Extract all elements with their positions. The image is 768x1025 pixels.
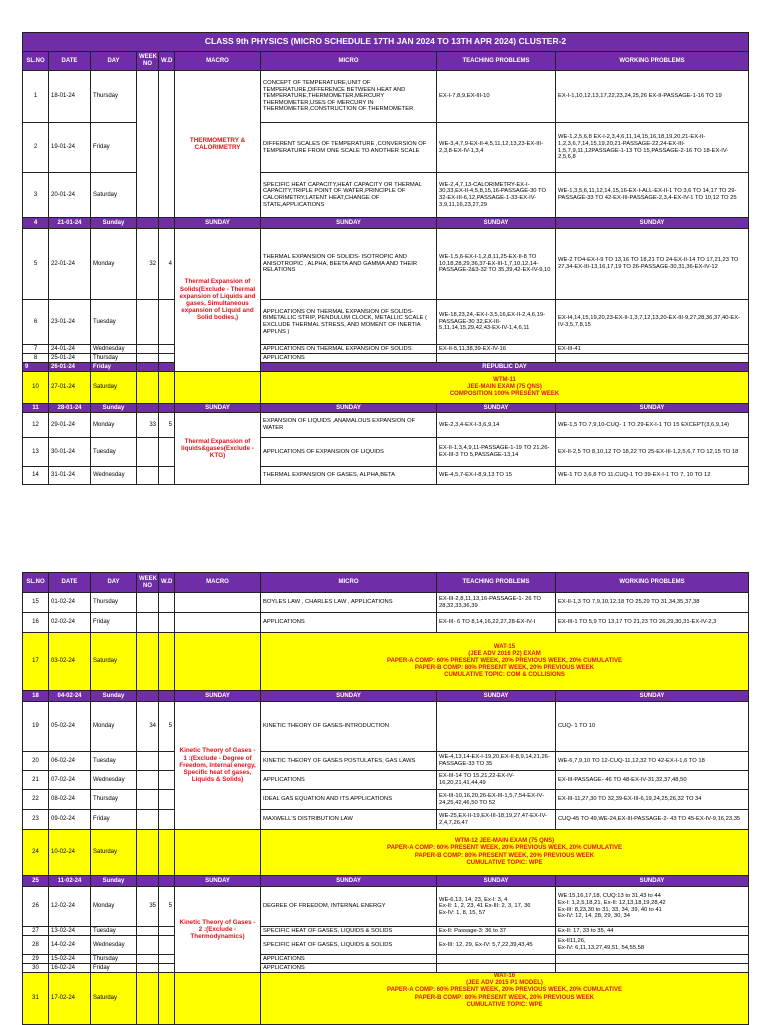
sunday-row bbox=[23, 876, 749, 887]
wd bbox=[159, 71, 175, 218]
exam-cumulative-topic: CUMULATIVE TOPIC: COM & COLLISIONS bbox=[444, 672, 565, 679]
working-problems: Ex-II: 17, 33 to 35, 44 bbox=[556, 927, 749, 936]
day: Monday bbox=[91, 702, 137, 752]
exam-name: WTM-11 bbox=[493, 376, 516, 383]
sunday-row bbox=[23, 404, 749, 413]
working-problems: WE-1,3,5,6,11,12,14,15,16-EX-I-ALL-EX-II-1 TO 3,6 TO 14,17 TO 29-PASSAGE-33 TO 42-EX-III-PASSAGE-2,3,4-EX-IV-1 TO 10,12 TO 25 bbox=[556, 173, 749, 218]
sunday-label: SUNDAY bbox=[261, 218, 437, 229]
working-problems: EX-II-1,3 TO 7,9,10,12,18 TO 25,29 TO 31,34,35,37,38 bbox=[556, 593, 749, 613]
sl-no: 19 bbox=[23, 702, 49, 752]
sunday-label: SUNDAY bbox=[175, 404, 261, 413]
sl-no: 31 bbox=[23, 973, 49, 1025]
sunday-label: SUNDAY bbox=[437, 218, 556, 229]
day: Sunday bbox=[91, 404, 137, 413]
working-problems: EX-III-1 TO 5,9 TO 13,17 TO 21,23 TO 26,29,30,31-EX-IV-2,3 bbox=[556, 613, 749, 633]
micro-topic: APPLICATIONS bbox=[261, 964, 437, 973]
week-no: 35 bbox=[137, 887, 159, 927]
exam-details bbox=[261, 633, 749, 691]
date: 14-02-24 bbox=[49, 936, 91, 955]
working-problems: WE-1,5 TO 7,9,10-CUQ- 1 TO 29-EX-I-1 TO 15 EXCEPT(3,6,9,14) bbox=[556, 413, 749, 438]
table-row bbox=[23, 300, 749, 345]
table-row bbox=[23, 887, 749, 927]
schedule-table-2 bbox=[22, 572, 749, 1025]
micro-topic: APPLICATIONS bbox=[261, 613, 437, 633]
working-problems: EX-I4,14,15,19,20,23-EX-II-1,3,7,12,13,20-EX-III-9,27,28,36,37,40-EX-IV-3,5,7,8,15 bbox=[556, 300, 749, 345]
teaching-problems: EX-III-14 TO 15,21,22-EX-IV-16,20,21,41,44,49 bbox=[437, 771, 556, 790]
table-row bbox=[23, 413, 749, 438]
teaching-problems bbox=[437, 702, 556, 752]
week-no: 33 bbox=[137, 413, 159, 438]
sl-no: 24 bbox=[23, 830, 49, 876]
date: 25-01-24 bbox=[49, 354, 91, 363]
week-no: 32 bbox=[137, 229, 159, 300]
date: 22-01-24 bbox=[49, 229, 91, 300]
sl-no: 1 bbox=[23, 71, 49, 123]
date: 12-02-24 bbox=[49, 887, 91, 927]
date: 21-01-24 bbox=[49, 218, 91, 229]
day: Monday bbox=[91, 229, 137, 300]
sunday-row bbox=[23, 691, 749, 702]
day: Wednesday bbox=[91, 467, 137, 485]
sunday-label: SUNDAY bbox=[556, 691, 749, 702]
exam-composition: PAPER-A COMP: 60% PRESENT WEEK, 20% PREVIOUS WEEK, 20% CUMULATIVE bbox=[387, 845, 622, 852]
table-row bbox=[23, 771, 749, 790]
day: Monday bbox=[91, 413, 137, 438]
date: 18-01-24 bbox=[49, 71, 91, 123]
sl-no: 30 bbox=[23, 964, 49, 973]
table-row bbox=[23, 345, 749, 354]
sl-no: 13 bbox=[23, 438, 49, 467]
teaching-problems: WE-6,13, 14, 23, Ex-I: 3, 4 Ex-II: 1, 2, 23, 41 Ex-III: 2, 3, 17, 36 Ex-IV: 1, 8, 15, 57 bbox=[437, 887, 556, 927]
week-no: 34 bbox=[137, 702, 159, 752]
sl-no: 28 bbox=[23, 936, 49, 955]
sunday-label: SUNDAY bbox=[437, 876, 556, 887]
date: 04-02-24 bbox=[49, 691, 91, 702]
day: Sunday bbox=[91, 691, 137, 702]
table-row bbox=[23, 964, 749, 973]
micro-topic: SPECIFIC HEAT CAPACITY,HEAT CAPACITY OR THERMAL CAPACITY,TRIPLE POINT OF WATER,PRINCIPLE OF CALORIMETRY,LATENT HEAT,CHANGE OF STATE,APPLICATIONS bbox=[261, 173, 437, 218]
sl-no: 5 bbox=[23, 229, 49, 300]
micro-topic: APPLICATIONS bbox=[261, 354, 437, 363]
day: Friday bbox=[91, 964, 137, 973]
day: Thursday bbox=[91, 955, 137, 964]
wd: 5 bbox=[159, 887, 175, 927]
exam-type: JEE-MAIN EXAM (75 QNS) bbox=[467, 383, 542, 390]
exam-name: WAT-16 bbox=[493, 973, 516, 979]
schedule-table-1 bbox=[22, 32, 749, 485]
sl-no: 15 bbox=[23, 593, 49, 613]
header-wd: W.D bbox=[159, 573, 175, 593]
day: Wednesday bbox=[91, 345, 137, 354]
date: 27-01-24 bbox=[49, 372, 91, 404]
header-slno: SL.NO bbox=[23, 573, 49, 593]
week-no bbox=[137, 71, 159, 218]
exam-name: WAT-15 bbox=[493, 643, 516, 650]
sl-no: 11 bbox=[23, 404, 49, 413]
sl-no: 12 bbox=[23, 413, 49, 438]
teaching-problems: WE-4,5,7-EX-I-8,9,13 TO 15 bbox=[437, 467, 556, 485]
date: 11-02-24 bbox=[49, 876, 91, 887]
date: 15-02-24 bbox=[49, 955, 91, 964]
micro-topic: SPECIFIC HEAT OF GASES, LIQUIDS & SOLIDS bbox=[261, 927, 437, 936]
micro-topic: APPLICATIONS bbox=[261, 955, 437, 964]
sl-no: 20 bbox=[23, 752, 49, 771]
sunday-label: SUNDAY bbox=[175, 691, 261, 702]
holiday-row bbox=[23, 363, 749, 372]
sl-no: 2 bbox=[23, 123, 49, 173]
date: 07-02-24 bbox=[49, 771, 91, 790]
day: Friday bbox=[91, 810, 137, 830]
sl-no: 17 bbox=[23, 633, 49, 691]
table-row bbox=[23, 936, 749, 955]
exam-row bbox=[23, 973, 749, 1025]
teaching-problems: WE-1,5,6-EX-I-1,2,8,11,25-EX-II-8 TO 10,18,28,29,36,37-EX-III-1,7,10,12,14-PASSAGE-2&3-32 TO 35,39,42-EX-IV-9,10 bbox=[437, 229, 556, 300]
table-row bbox=[23, 173, 749, 218]
wd: 5 bbox=[159, 413, 175, 438]
micro-topic: THERMAL EXPANSION OF GASES, ALPHA,BETA bbox=[261, 467, 437, 485]
holiday-label: REPUBLIC DAY bbox=[261, 363, 749, 372]
micro-topic: DIFFERENT SCALES OF TEMPERATURE ,CONVERSION OF TEMPERATURE FROM ONE SCALE TO ANOTHER SCALE bbox=[261, 123, 437, 173]
date: 16-02-24 bbox=[49, 964, 91, 973]
day: Monday bbox=[91, 887, 137, 927]
exam-details bbox=[261, 973, 749, 1025]
sl-no: 9 bbox=[23, 363, 49, 372]
teaching-problems: Ex-III: 12, 29, Ex-IV: 5,7,22,39,43,45 bbox=[437, 936, 556, 955]
header-date: DATE bbox=[49, 573, 91, 593]
teaching-problems: EX-I-7,8,9,EX-III-10 bbox=[437, 71, 556, 123]
micro-topic: APPLICATIONS bbox=[261, 771, 437, 790]
sunday-row bbox=[23, 218, 749, 229]
header-slno: SL.NO bbox=[23, 52, 49, 71]
table-row bbox=[23, 702, 749, 752]
macro-topic: Kinetic Theory of Gases - 1 :(Exclude - Degree of Freedom, Internal energy, Specific heat of gases, Liquids & Solids) bbox=[175, 702, 261, 830]
sunday-label: SUNDAY bbox=[261, 404, 437, 413]
table-row bbox=[23, 438, 749, 467]
micro-topic: CONCEPT OF TEMPERATURE,UNIT OF TEMPERATURE,DIFFERENCE BETWEEN HEAT AND TEMPERATURE,THERMOMETER,MERCURY THERMOMETER,USES OF MERCURY IN THERMOMETER,CONSTRUCTION OF THERMOMETER bbox=[261, 71, 437, 123]
sl-no: 16 bbox=[23, 613, 49, 633]
header-macro: MACRO bbox=[175, 52, 261, 71]
teaching-problems: WE-2,3,4-EX-I-3,6,9,14 bbox=[437, 413, 556, 438]
schedule-title: CLASS 9th PHYSICS (MICRO SCHEDULE 17TH JAN 2024 TO 13TH APR 2024) CLUSTER-2 bbox=[23, 33, 749, 52]
day: Thursday bbox=[91, 790, 137, 810]
table-row bbox=[23, 593, 749, 613]
teaching-problems: EX-III-2,8,11,13,16-PASSAGE-1- 26 TO 28,32,33,36,39 bbox=[437, 593, 556, 613]
micro-topic: THERMAL EXPANSION OF SOLIDS- ISOTROPIC AND ANISOTROPIC , ALPHA, BEETA AND GAMMA AND THEIR RELATIONS bbox=[261, 229, 437, 300]
day: Saturday bbox=[91, 633, 137, 691]
micro-topic: DEGREE OF FREEDOM, INTERNAL ENERGY bbox=[261, 887, 437, 927]
day: Wednesday bbox=[91, 936, 137, 955]
sl-no: 21 bbox=[23, 771, 49, 790]
exam-cumulative-topic: CUMULATIVE TOPIC: WPE bbox=[466, 1001, 543, 1008]
sunday-label: SUNDAY bbox=[175, 876, 261, 887]
header-day: DAY bbox=[91, 573, 137, 593]
working-problems: Ex-II11,26, Ex-IV: 6,11,13,27,49,51, 54,55,58 bbox=[556, 936, 749, 955]
table-row bbox=[23, 790, 749, 810]
sl-no: 10 bbox=[23, 372, 49, 404]
sunday-label: SUNDAY bbox=[556, 876, 749, 887]
working-problems: WE-2 TO4-EX-I-9 TO 13,16 TO 18,21 TO 24-EX-II-14 TO 17,21,23 TO 27,34-EX-III-13,16,17,19 TO 26-PASSAGE-30,31,36-EX-IV-12 bbox=[556, 229, 749, 300]
micro-topic: KINETIC THEORY OF GASES POSTULATES, GAS LAWS bbox=[261, 752, 437, 771]
date: 13-02-24 bbox=[49, 927, 91, 936]
header-teaching-problems: TEACHING PROBLEMS bbox=[437, 573, 556, 593]
day: Thursday bbox=[91, 71, 137, 123]
working-problems: EX-III-PASSAGE- 46 TO 48-EX-IV-31,32,37,48,50 bbox=[556, 771, 749, 790]
header-micro: MICRO bbox=[261, 573, 437, 593]
date: 19-01-24 bbox=[49, 123, 91, 173]
date: 05-02-24 bbox=[49, 702, 91, 752]
macro-topic: Kinetic Theory of Gases - 2 :(Exclude - Thermodynamics) bbox=[175, 887, 261, 973]
teaching-problems: WE-18,23,24,-EX-I-3,5,16,EX-II-2,4,6,19-PASSAGE-30 32,EX-III-5,11,14,15,29,42,43-EX-IV-1,4,6,11 bbox=[437, 300, 556, 345]
date: 10-02-24 bbox=[49, 830, 91, 876]
table-row bbox=[23, 613, 749, 633]
exam-type: (JEE ADV 2015 P1 MODEL) bbox=[466, 980, 543, 987]
sl-no: 6 bbox=[23, 300, 49, 345]
day: Saturday bbox=[91, 973, 137, 1025]
sl-no: 29 bbox=[23, 955, 49, 964]
macro-topic: THERMOMETRY & CALORIMETRY bbox=[175, 71, 261, 218]
teaching-problems: WE-3,4,7,9-EX-II-4,5,11,12,13,23-EX-III-2,3,8-EX-IV-1,3,4 bbox=[437, 123, 556, 173]
date: 24-01-24 bbox=[49, 345, 91, 354]
date: 28-01-24 bbox=[49, 404, 91, 413]
date: 02-02-24 bbox=[49, 613, 91, 633]
date: 20-01-24 bbox=[49, 173, 91, 218]
micro-topic: BOYLES LAW , CHARLES LAW , APPLICATIONS bbox=[261, 593, 437, 613]
micro-topic: APPLICATIONS ON THERMAL EXPANSION OF SOLIDS bbox=[261, 345, 437, 354]
working-problems: EX-I-1,10,12,13,17,22,23,24,25,26 EX-II-PASSAGE-1-16 TO 19 bbox=[556, 71, 749, 123]
teaching-problems: EX-II-5,11,38,39-EX-IV-16 bbox=[437, 345, 556, 354]
sunday-label: SUNDAY bbox=[556, 404, 749, 413]
day: Sunday bbox=[91, 876, 137, 887]
table-row bbox=[23, 71, 749, 123]
day: Thursday bbox=[91, 354, 137, 363]
exam-row bbox=[23, 830, 749, 876]
sl-no: 23 bbox=[23, 810, 49, 830]
teaching-problems: EX-II-1,3,4,9,11-PASSAGE-1-19 TO 21,26-EX-III-3 TO 5,PASSAGE-13,14 bbox=[437, 438, 556, 467]
table-row bbox=[23, 955, 749, 964]
header-date: DATE bbox=[49, 52, 91, 71]
sl-no: 25 bbox=[23, 876, 49, 887]
macro-topic: Thermal Expansion of liquids&gases(Exclude - KTG) bbox=[175, 413, 261, 485]
day: Thursday bbox=[91, 593, 137, 613]
micro-topic: EXPANSION OF LIQUIDS ,ANAMALOUS EXPANSION OF WATER bbox=[261, 413, 437, 438]
sl-no: 22 bbox=[23, 790, 49, 810]
date: 17-02-24 bbox=[49, 973, 91, 1025]
sl-no: 18 bbox=[23, 691, 49, 702]
day: Friday bbox=[91, 123, 137, 173]
exam-composition: PAPER-B COMP: 80% PRESENT WEEK, 20% PREVIOUS WEEK bbox=[414, 665, 595, 672]
micro-topic: IDEAL GAS EQUATION AND ITS APPLICATIONS bbox=[261, 790, 437, 810]
day: Saturday bbox=[91, 173, 137, 218]
teaching-problems: WE-25,EX-II-19,EX-III-18,19,27,47-EX-IV-2,4,7,26,47 bbox=[437, 810, 556, 830]
date: 01-02-24 bbox=[49, 593, 91, 613]
date: 30-01-24 bbox=[49, 438, 91, 467]
day: Wednesday bbox=[91, 771, 137, 790]
table-row bbox=[23, 752, 749, 771]
date: 26-01-24 bbox=[49, 363, 91, 372]
day: Saturday bbox=[91, 830, 137, 876]
day: Sunday bbox=[91, 218, 137, 229]
date: 08-02-24 bbox=[49, 790, 91, 810]
header-week-no: WEEK NO bbox=[137, 52, 159, 71]
exam-composition: PAPER-B COMP: 80% PRESENT WEEK, 20% PREVIOUS WEEK bbox=[414, 852, 595, 859]
wd: 4 bbox=[159, 229, 175, 300]
teaching-problems: EX-III- 6 TO 8,14,16,22,27,28-EX-IV-I bbox=[437, 613, 556, 633]
day: Friday bbox=[91, 613, 137, 633]
working-problems: EX-III-11,27,30 TO 32,39-EX-III-6,19,24,25,26,32 TO 34 bbox=[556, 790, 749, 810]
sunday-label: SUNDAY bbox=[175, 218, 261, 229]
teaching-problems: Ex-II: Passage-3: 36 to 37 bbox=[437, 927, 556, 936]
working-problems: CUQ- 1 TO 10 bbox=[556, 702, 749, 752]
micro-topic: KINETIC THEORY OF GASES-INTRODUCTION bbox=[261, 702, 437, 752]
teaching-problems: EX-III-10,16,20,26-EX-III-1,5,7,54-EX-IV-24,25,42,46,50 TO 52 bbox=[437, 790, 556, 810]
exam-composition: PAPER-A COMP: 60% PRESENT WEEK, 20% PREVIOUS WEEK, 20% CUMULATIVE bbox=[387, 657, 622, 664]
sunday-label: SUNDAY bbox=[261, 876, 437, 887]
sunday-label: SUNDAY bbox=[556, 218, 749, 229]
day: Tuesday bbox=[91, 438, 137, 467]
date: 06-02-24 bbox=[49, 752, 91, 771]
sunday-label: SUNDAY bbox=[261, 691, 437, 702]
micro-topic: SPECIFIC HEAT OF GASES, LIQUIDS & SOLIDS bbox=[261, 936, 437, 955]
date: 09-02-24 bbox=[49, 810, 91, 830]
exam-details bbox=[261, 372, 749, 404]
exam-composition: COMPOSITION 100% PRESENT WEEK bbox=[449, 391, 560, 398]
teaching-problems: WE-4,13,14-EX-I-19,20,EX-II-8,9,14,21,26-PASSAGE-33 TO 35 bbox=[437, 752, 556, 771]
table-row bbox=[23, 467, 749, 485]
wd: 5 bbox=[159, 702, 175, 752]
day: Saturday bbox=[91, 372, 137, 404]
table-row bbox=[23, 354, 749, 363]
working-problems: EX-II-2,5 TO 8,10,12 TO 18,22 TO 25-EX-III-1,2,5,6,7 TO 12,15 TO 18 bbox=[556, 438, 749, 467]
exam-composition: PAPER-B COMP: 80% PRESENT WEEK, 20% PREVIOUS WEEK bbox=[414, 994, 595, 1001]
exam-composition: PAPER-A COMP: 60% PRESENT WEEK, 20% PREVIOUS WEEK, 20% CUMULATIVE bbox=[387, 987, 622, 994]
working-problems: WE-1,2,5,6,8 EX-I-2,3,4,6,11,14,15,16,18,19,20,21-EX-II-1,2,3,6,7,14,15,19,20,21-PASSAGE-22,24-EX-III-1,5,7,9,11,12PASSAGE-1-13 TO 15,PASSAGE-2-16 TO 18-EX-IV-2,5,6,8 bbox=[556, 123, 749, 173]
sl-no: 4 bbox=[23, 218, 49, 229]
working-problems: CUQ-45 TO 49,WE-24,EX-III-PASSAGE-2- 43 TO 45-EX-IV-9,16,23,35 bbox=[556, 810, 749, 830]
sl-no: 26 bbox=[23, 887, 49, 927]
micro-topic: APPLICATIONS OF EXPANSION OF LIQUIDS bbox=[261, 438, 437, 467]
working-problems: WE:15,16,17,18, CUQ:13 to 31,43 to 44 Ex-I: 1,2,5,18,21, Ex-II: 12,13,18,19,28,42 Ex-III: 8,23,30 to 31, 33, 34, 39, 40 to 41 Ex-IV: 12, 14, 28, 29, 30, 34 bbox=[556, 887, 749, 927]
date: 03-02-24 bbox=[49, 633, 91, 691]
sunday-label: SUNDAY bbox=[437, 691, 556, 702]
micro-topic: APPLICATIONS ON THERMAL EXPANSION OF SOLIDS-BIMETALLIC STRIP, PENDULUM CLOCK, METALLIC SCALE ( EXCLUDE THERMAL STRESS, AND MOMENT OF INERTIA APPLNS ) bbox=[261, 300, 437, 345]
header-day: DAY bbox=[91, 52, 137, 71]
working-problems: EX-III-41 bbox=[556, 345, 749, 354]
exam-name: WTM-12 JEE-MAIN EXAM (75 QNS) bbox=[454, 838, 555, 845]
exam-cumulative-topic: CUMULATIVE TOPIC: WPE bbox=[466, 859, 543, 866]
sl-no: 3 bbox=[23, 173, 49, 218]
date: 23-01-24 bbox=[49, 300, 91, 345]
working-problems: WE-6,7,9,10 TO 12-CUQ-11,12,32 TO 42-EX-I-1,6 TO 18 bbox=[556, 752, 749, 771]
sunday-label: SUNDAY bbox=[437, 404, 556, 413]
micro-topic: MAXWELL'S DISTRIBUTION LAW bbox=[261, 810, 437, 830]
header-macro: MACRO bbox=[175, 573, 261, 593]
day: Tuesday bbox=[91, 300, 137, 345]
exam-row bbox=[23, 633, 749, 691]
day: Tuesday bbox=[91, 752, 137, 771]
header-week-no: WEEK NO bbox=[137, 573, 159, 593]
table-row bbox=[23, 229, 749, 300]
sl-no: 14 bbox=[23, 467, 49, 485]
header-micro: MICRO bbox=[261, 52, 437, 71]
exam-row bbox=[23, 372, 749, 404]
day: Tuesday bbox=[91, 927, 137, 936]
day: Friday bbox=[91, 363, 137, 372]
exam-details bbox=[261, 830, 749, 876]
exam-type: (JEE ADV 2016 P2) EXAM bbox=[468, 650, 541, 657]
date: 31-01-24 bbox=[49, 467, 91, 485]
sl-no: 27 bbox=[23, 927, 49, 936]
header-working-problems: WORKING PROBLEMS bbox=[556, 52, 749, 71]
macro-topic: Thermal Expansion of Solids(Exclude - Thermal expansion of Liquids and gases, Simultaneous expansion of Liquid and Solid bodies,) bbox=[175, 229, 261, 372]
table-row bbox=[23, 123, 749, 173]
table-row bbox=[23, 810, 749, 830]
working-problems: WE-1 TO 3,6,8 TO 11,CUQ-1 TO 39-EX-I-1 TO 7, 10 TO 12 bbox=[556, 467, 749, 485]
header-wd: W.D bbox=[159, 52, 175, 71]
header-working-problems: WORKING PROBLEMS bbox=[556, 573, 749, 593]
sl-no: 7 bbox=[23, 345, 49, 354]
table-row bbox=[23, 927, 749, 936]
date: 29-01-24 bbox=[49, 413, 91, 438]
header-teaching-problems: TEACHING PROBLEMS bbox=[437, 52, 556, 71]
sl-no: 8 bbox=[23, 354, 49, 363]
teaching-problems: WE-2,4,7,13-CALORIMETRY-EX-I-30,33,EX-II-4,5,8,15,16-PASSAGE-30 TO 32-EX-III-6,12,PASSAGE-1-33-EX-IV-3,9,11,16,23,27,29 bbox=[437, 173, 556, 218]
